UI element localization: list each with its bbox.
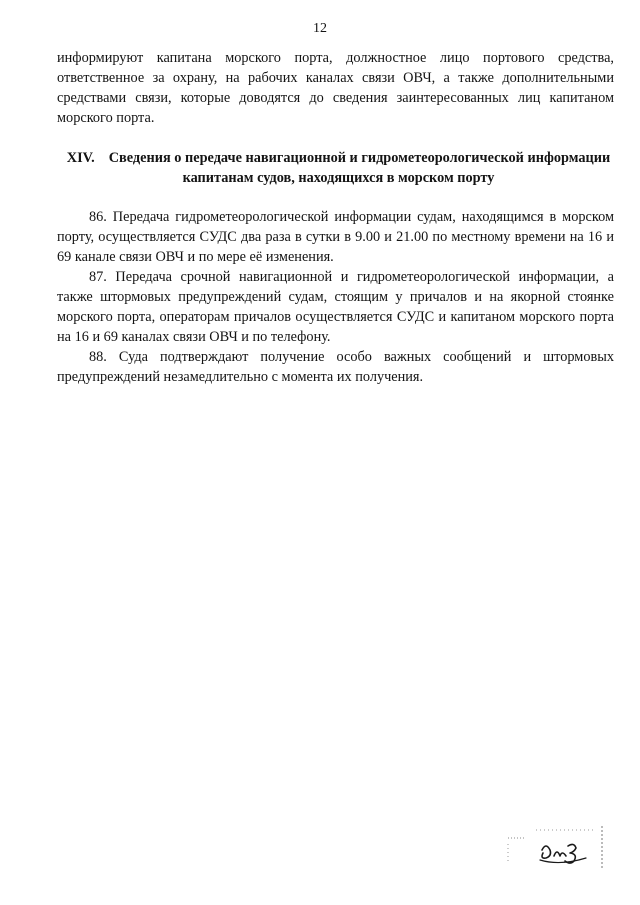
section-heading <box>60 148 617 188</box>
section-title: Сведения о передаче навигационной и гидрометеорологической информации капитанам судов, находящихся в морском порту <box>108 150 611 186</box>
paragraph-86: 86. Передача гидрометеорологической информации судам, находящимся в морском порту, осуществляется СУДС два раза в сутки в 9.00 и 21.00 по местному времени на 16 и 69 канале связи ОВЧ и по мере её изменения. <box>57 209 614 265</box>
paragraph-87: 87. Передача срочной навигационной и гидрометеорологической информации, а также штормовых предупреждений судам, стоящим у причалов и на якорной стоянке морского порта, операторам причалов осуществляется СУДС и капитаном морского порта на 16 и 69 каналах связи ОВЧ и по телефону. <box>57 269 614 345</box>
paragraph-list <box>57 207 614 387</box>
section-number: XIV. <box>66 150 95 166</box>
continuation-paragraph: информируют капитана морского порта, должностное лицо портового средства, ответственное за охрану, на рабочих каналах связи ОВЧ, а также дополнительными средствами связи, которые доводятся до сведения заинтересованных лиц капитаном морского порта. <box>57 50 614 126</box>
paragraph-88: 88. Суда подтверждают получение особо важных сообщений и штормовых предупреждений незамедлительно с момента их получения. <box>57 349 614 385</box>
initials-stamp <box>506 824 610 872</box>
page-number: 12 <box>313 21 327 36</box>
